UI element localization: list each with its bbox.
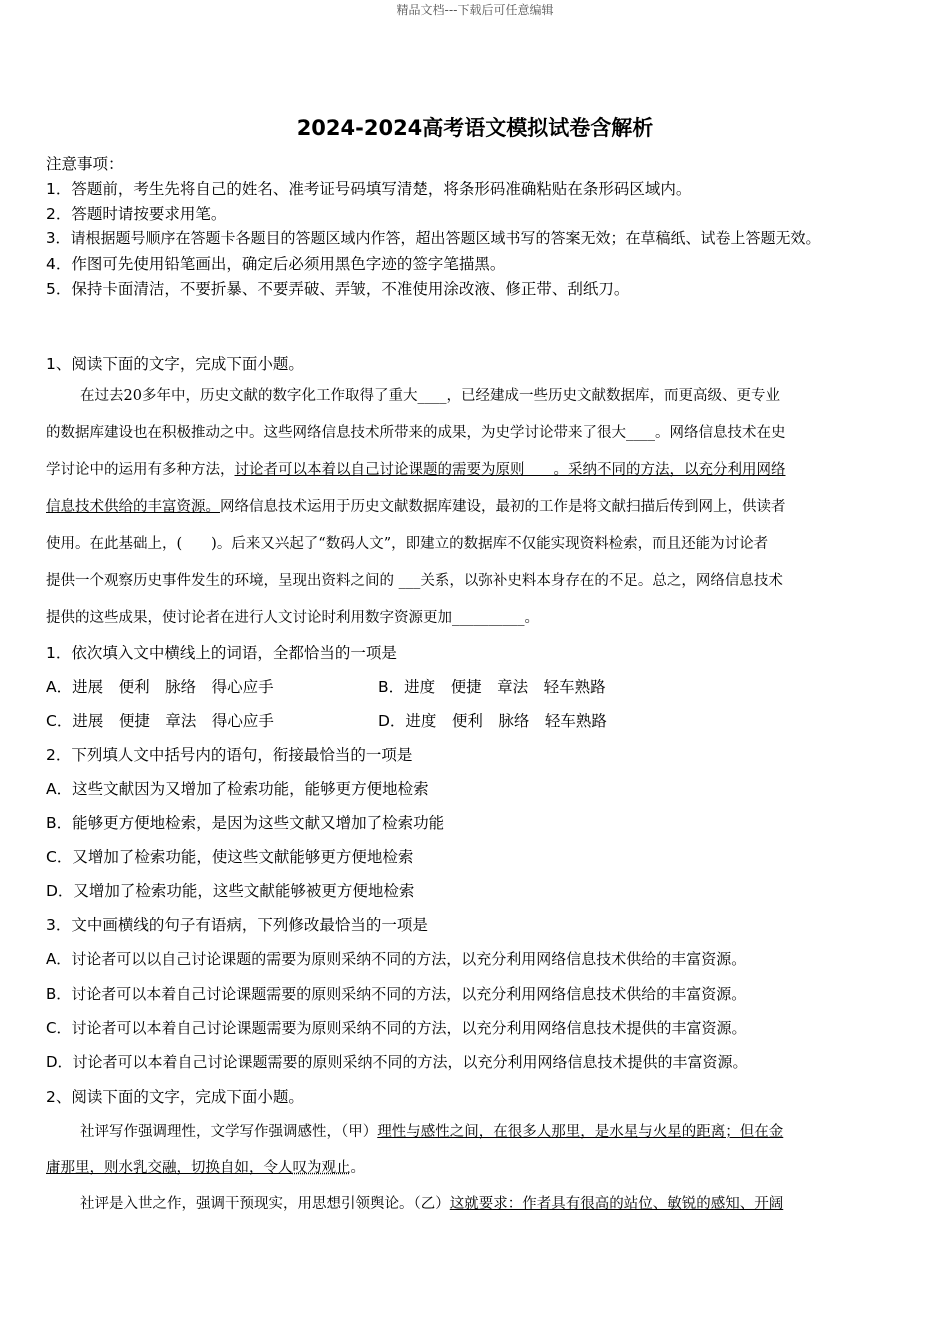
passage-line [80,1192,783,1213]
option-b: B．能够更方便地检索，是因为这些文献又增加了检索功能 [46,814,445,832]
question-stem: 1．依次填入文中横线上的词语，全都恰当的一项是 [46,644,397,662]
passage-text: 网络信息技术运用于历史文献数据库建设，最初的工作是将文献扫描后传到网上，供读者 [220,499,786,515]
option-c: C．进展 便捷 章法 得心应手 [46,712,274,730]
passage-text: 。 [350,1160,365,1176]
section1-heading: 1、阅读下面的文字，完成下面小题。 [46,355,304,373]
option-d: D．又增加了检索功能，这些文献能够被更方便地检索 [46,882,415,900]
option-a: A．讨论者可以以自己讨论课题的需要为原则采纳不同的方法，以充分利用网络信息技术供给的丰富资源。 [46,950,747,968]
question-stem: 2．下列填人文中括号内的语句，衔接最恰当的一项是 [46,746,413,764]
underlined-sentence: 庸那里，则水乳交融，切换自如，令人 [46,1160,293,1176]
passage-text: 社评是入世之作，强调干预现实，用思想引领舆论。（乙） [80,1196,450,1212]
passage-line [46,458,786,479]
underlined-sentence: 这就要求：作者具有很高的站位、敏锐的感知、开阔 [449,1196,784,1212]
option-c: C．又增加了检索功能，使这些文献能够更方便地检索 [46,848,414,866]
option-d: D．进度 便利 脉络 轻车熟路 [378,712,607,730]
passage-line [46,495,786,516]
passage-line: 提供一个观察历史事件发生的环境，呈现出资料之间的 ___关系，以弥补史料本身存在的不足。总之，网络信息技术 [46,573,783,589]
passage-line [80,1120,783,1141]
section2-heading: 2、阅读下面的文字，完成下面小题。 [46,1088,304,1106]
passage-line: 在过去20多年中，历史文献的数字化工作取得了重大____，已经建成一些历史文献数据库，而更高级、更专业 [80,388,780,404]
notice-heading: 注意事项： [46,155,124,173]
notice-item: 4．作图可先使用铅笔画出，确定后必须用黑色字迹的签字笔描黑。 [46,255,506,273]
option-a: A．这些文献因为又增加了检索功能，能够更方便地检索 [46,780,429,798]
underlined-sentence: 信息技术供给的丰富资源。 [46,499,220,515]
dotted-phrase: 叹为观止 [292,1160,351,1176]
notice-item: 2．答题时请按要求用笔。 [46,205,227,223]
option-d: D．讨论者可以本着自己讨论课题需要的原则采纳不同的方法，以充分利用网络信息技术提供的丰富资源。 [46,1053,748,1071]
notice-item: 3．请根据题号顺序在答题卡各题目的答题区域内作答，超出答题区域书写的答案无效；在草稿纸、试卷上答题无效。 [46,229,821,247]
option-a: A．进展 便利 脉络 得心应手 [46,678,274,696]
notice-item: 1．答题前，考生先将自己的姓名、准考证号码填写清楚，将条形码准确粘贴在条形码区域内。 [46,180,692,198]
underlined-sentence: 讨论者可以本着以自己讨论课题的需要为原则 。采纳不同的方法，以充分利用网络 [234,462,786,478]
option-b: B．讨论者可以本着自己讨论课题需要的原则采纳不同的方法，以充分利用网络信息技术供给的丰富资源。 [46,985,747,1003]
question-stem: 3．文中画横线的句子有语病，下列修改最恰当的一项是 [46,916,428,934]
passage-text: 社评写作强调理性，文学写作强调感性，（甲） [80,1124,378,1140]
passage-line: 使用。在此基础上，( )。后来又兴起了“数码人文”，即建立的数据库不仅能实现资料检索，而且还能为讨论者 [46,536,769,552]
header-note: 精品文档---下载后可任意编辑 [396,3,554,17]
passage-text: 学讨论中的运用有多种方法， [46,462,235,478]
passage-line: 的数据库建设也在积极推动之中。这些网络信息技术所带来的成果，为史学讨论带来了很大____。网络信息技术在史 [46,425,786,441]
page-title: 2024-2024高考语文模拟试卷含解析 [296,116,654,140]
underlined-sentence: 理性与感性之间，在很多人那里，是水星与火星的距离；但在金 [377,1124,784,1140]
option-c: C．讨论者可以本着自己讨论课题需要为原则采纳不同的方法，以充分利用网络信息技术提供的丰富资源。 [46,1019,747,1037]
passage-line: 提供的这些成果，使讨论者在进行人文讨论时利用数字资源更加__________。 [46,610,539,626]
notice-item: 5．保持卡面清洁，不要折暴、不要弄破、弄皱，不准使用涂改液、修正带、刮纸刀。 [46,280,630,298]
passage-line [46,1156,365,1177]
option-b: B．进度 便捷 章法 轻车熟路 [378,678,606,696]
